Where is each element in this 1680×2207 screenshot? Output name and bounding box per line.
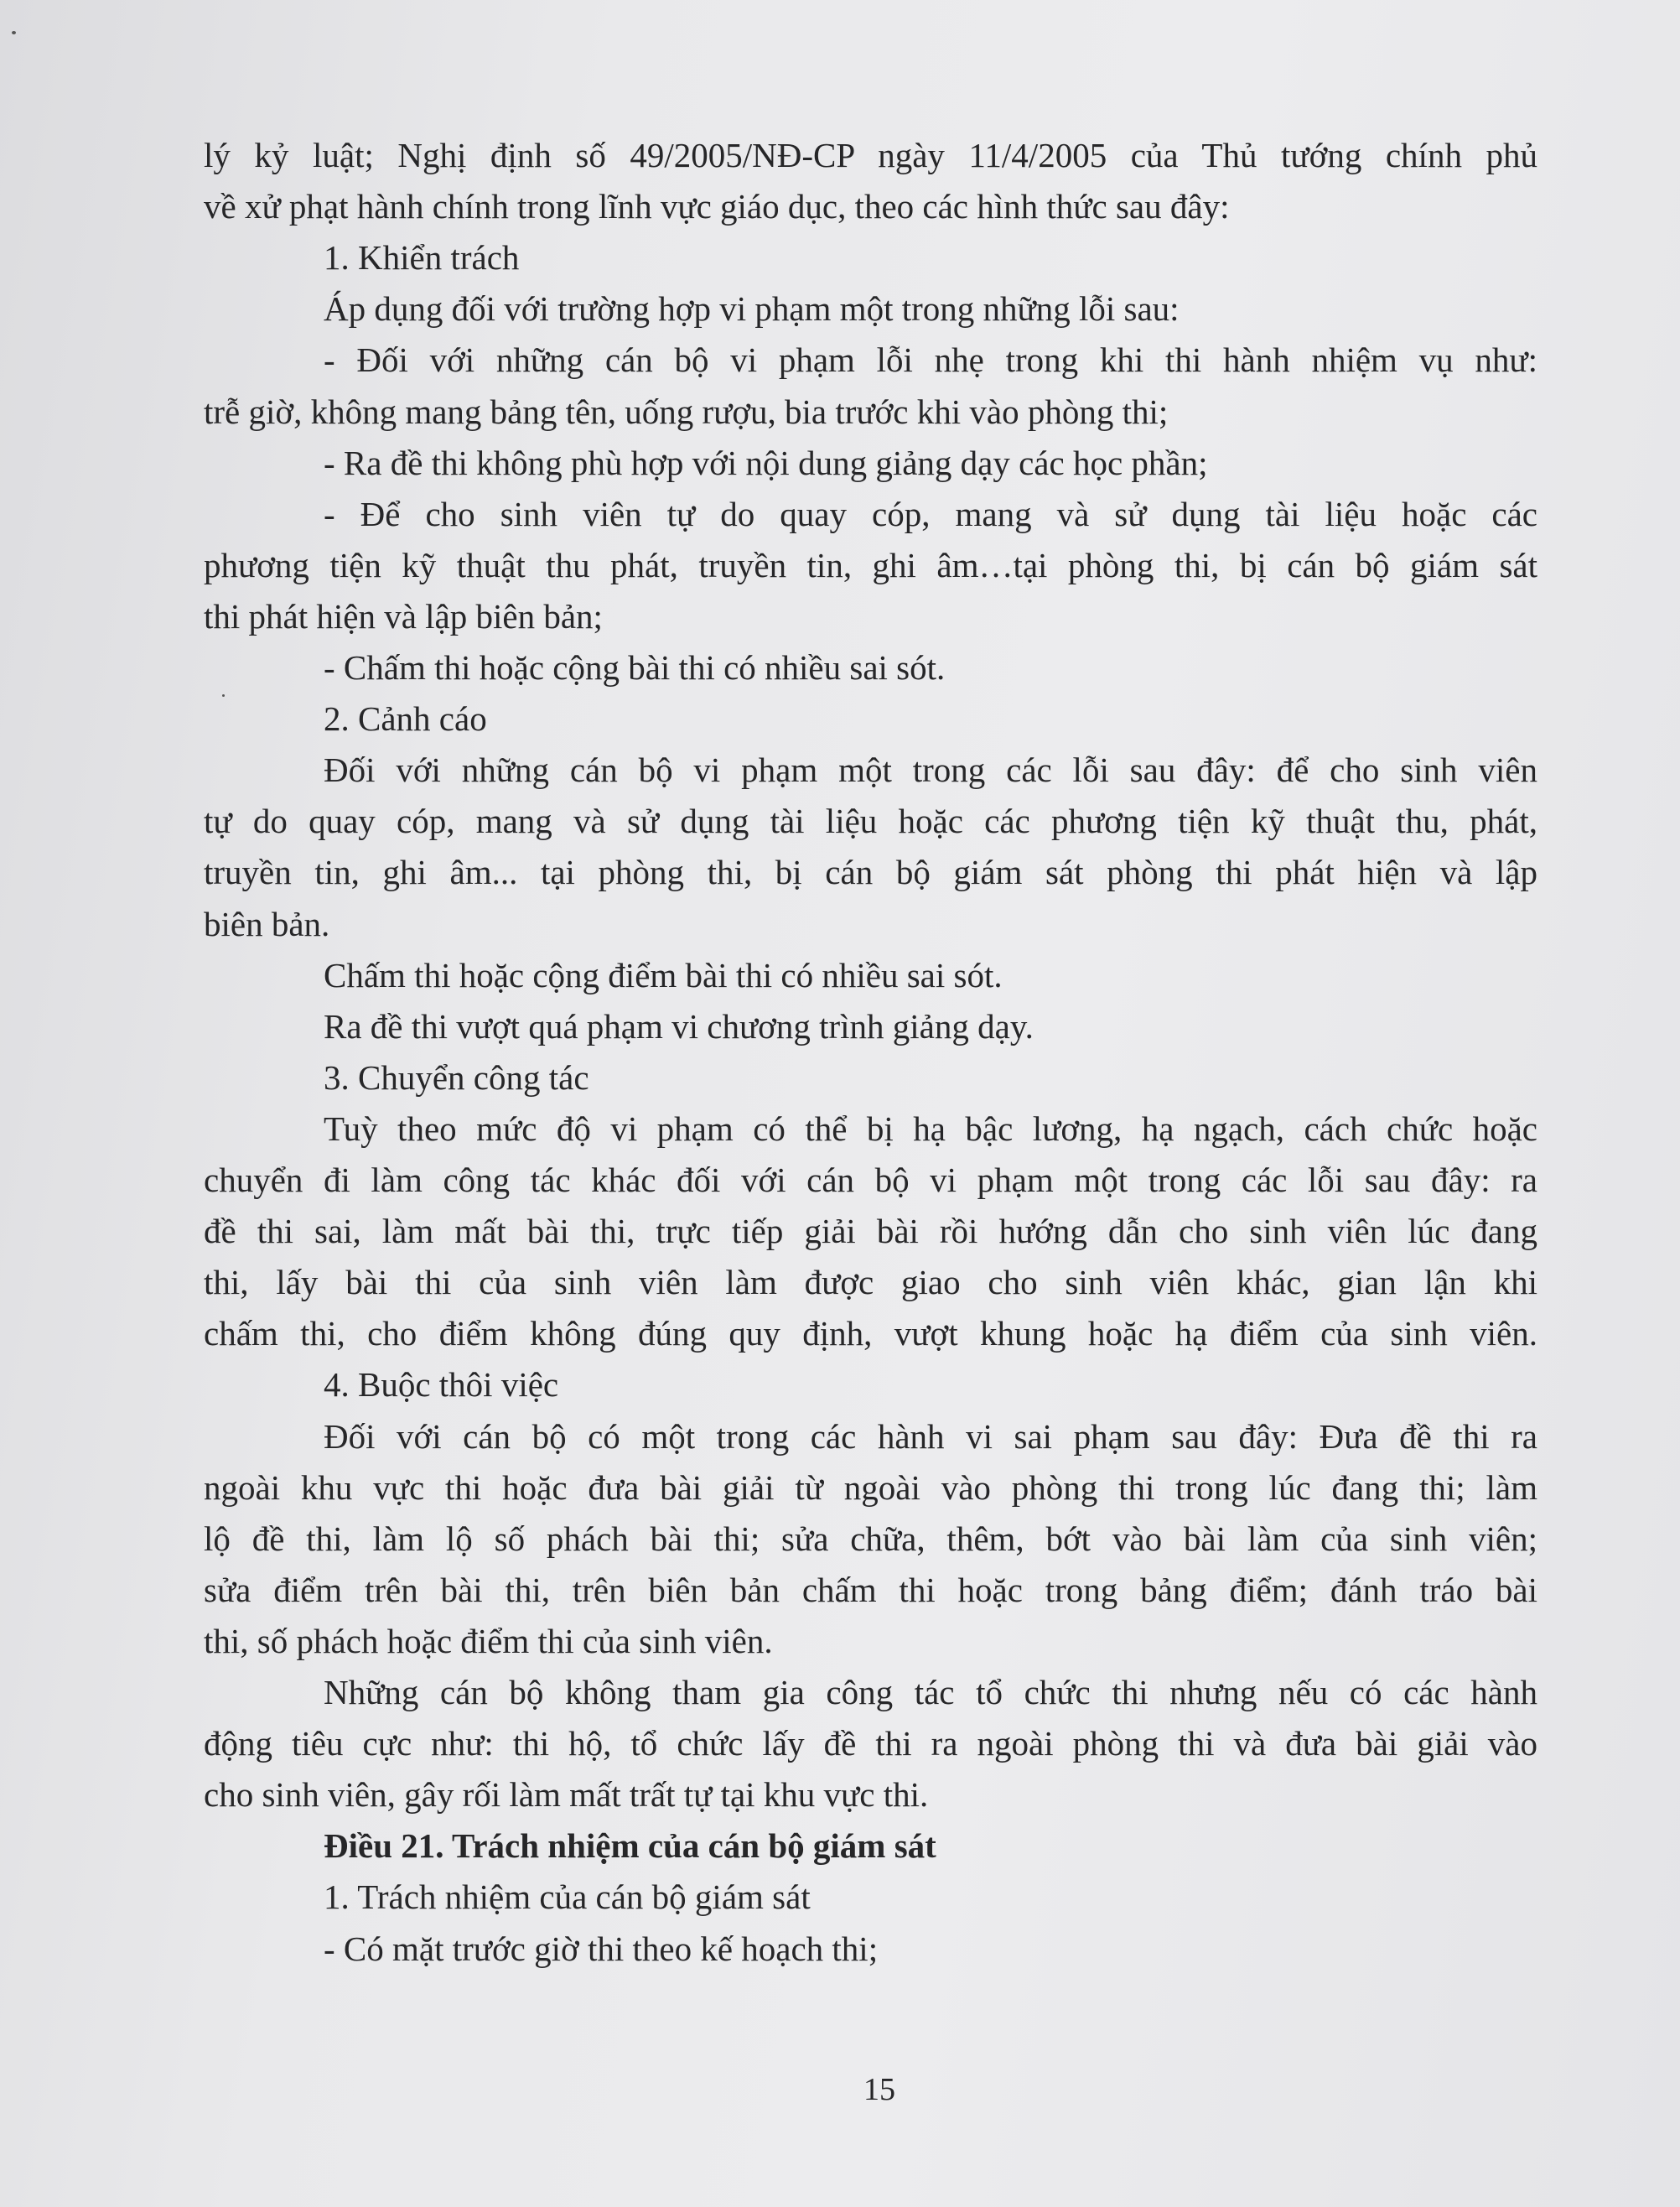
text-line: Ra đề thi vượt quá phạm vi chương trình giảng dạy. [324,1006,1034,1046]
text-line: - Để cho sinh viên tự do quay cóp, mang và sử dụng tài liệu hoặc các [324,494,1537,533]
text-line: tự do quay cóp, mang và sử dụng tài liệu hoặc các phương tiện kỹ thuật thu, phát, [204,802,1537,841]
text-line: - Ra đề thi không phù hợp với nội dung giảng dạy các học phần; [324,443,1208,482]
text-line: lý kỷ luật; Nghị định số 49/2005/NĐ-CP ngày 11/4/2005 của Thủ tướng chính phủ [204,136,1537,174]
text-line: 4. Buộc thôi việc [324,1365,559,1405]
text-line: lộ đề thi, làm lộ số phách bài thi; sửa chữa, thêm, bớt vào bài làm của sinh viên; [204,1519,1537,1558]
text-line: chuyển đi làm công tác khác đối với cán bộ vi phạm một trong các lỗi sau đây: ra [204,1161,1537,1199]
text-line: thi, lấy bài thi của sinh viên làm được giao cho sinh viên khác, gian lận khi [204,1263,1537,1302]
text-line: Chấm thi hoặc cộng điểm bài thi có nhiều sai sót. [324,955,1003,994]
text-line: Tuỳ theo mức độ vi phạm có thể bị hạ bậc lương, hạ ngạch, cách chức hoặc [324,1109,1537,1148]
text-line: 1. Trách nhiệm của cán bộ giám sát [324,1877,811,1917]
text-line: 1. Khiển trách [324,238,520,278]
text-line: Đối với những cán bộ vi phạm một trong các lỗi sau đây: để cho sinh viên [324,750,1537,790]
text-line: động tiêu cực như: thi hộ, tổ chức lấy đề thi ra ngoài phòng thi và đưa bài giải vào [204,1724,1537,1763]
text-line: trễ giờ, không mang bảng tên, uống rượu, bia trước khi vào phòng thi; [204,392,1169,431]
paper-speck [222,694,225,697]
text-line: Đối với cán bộ có một trong các hành vi sai phạm sau đây: Đưa đề thi ra [324,1416,1537,1456]
text-line: 3. Chuyển công tác [324,1057,589,1097]
page-number: 15 [863,2072,895,2107]
text-line: đề thi sai, làm mất bài thi, trực tiếp giải bài rồi hướng dẫn cho sinh viên lúc đang [204,1212,1537,1251]
text-line: phương tiện kỹ thuật thu phát, truyền tin, ghi âm…tại phòng thi, bị cán bộ giám sát [204,545,1537,584]
text-line: về xử phạt hành chính trong lĩnh vực giáo dục, theo các hình thức sau đây: [204,187,1230,226]
text-line: chấm thi, cho điểm không đúng quy định, vượt khung hoặc hạ điểm của sinh viên. [204,1314,1537,1353]
text-line: truyền tin, ghi âm... tại phòng thi, bị cán bộ giám sát phòng thi phát hiện và lập [204,853,1537,892]
text-line: thi phát hiện và lập biên bản; [204,596,603,636]
text-line: thi, số phách hoặc điểm thi của sinh viên. [204,1621,773,1660]
text-line: Áp dụng đối với trường hợp vi phạm một trong những lỗi sau: [324,289,1180,329]
text-line: Những cán bộ không tham gia công tác tổ chức thi nhưng nếu có các hành [324,1673,1537,1711]
text-line: cho sinh viên, gây rối làm mất trất tự tại khu vực thi. [204,1775,929,1815]
text-line: biên bản. [204,904,330,943]
paper-speck [12,31,16,34]
text-line: - Có mặt trước giờ thi theo kế hoạch thi; [324,1929,879,1968]
text-line: ngoài khu vực thi hoặc đưa bài giải từ ngoài vào phòng thi trong lúc đang thi; làm [204,1467,1537,1507]
text-line: 2. Cảnh cáo [324,699,487,739]
text-line: - Chấm thi hoặc cộng bài thi có nhiều sai sót. [324,648,946,687]
text-line: - Đối với những cán bộ vi phạm lỗi nhẹ trong khi thi hành nhiệm vụ như: [324,340,1537,380]
article-heading: Điều 21. Trách nhiệm của cán bộ giám sát [324,1826,936,1866]
text-line: sửa điểm trên bài thi, trên biên bản chấm thi hoặc trong bảng điểm; đánh tráo bài [204,1570,1537,1609]
